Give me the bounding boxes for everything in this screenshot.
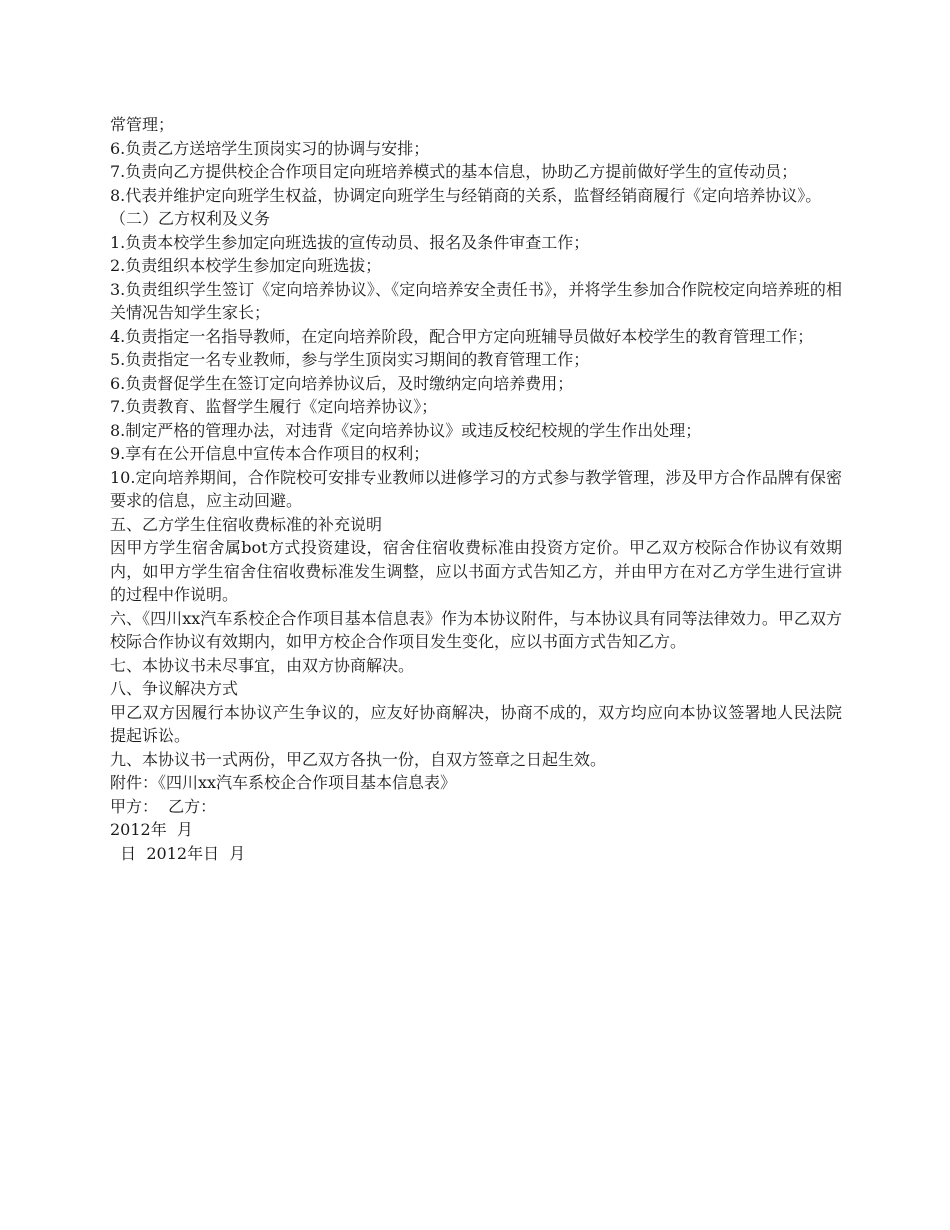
text-line: 因甲方学生宿舍属bot方式投资建设，宿舍住宿收费标准由投资方定价。甲乙双方校际合作协议有效期内，如甲方学生宿舍住宿收费标准发生调整，应以书面方式告知乙方，并由甲方在对乙方学生进行宣讲的过程中作说明。 [110, 538, 842, 604]
section-heading: 八、争议解决方式 [110, 679, 239, 698]
text-line: 9.享有在公开信息中宣传本合作项目的权利； [110, 444, 430, 463]
document-body [110, 113, 842, 865]
text-line: 8.代表并维护定向班学生权益，协调定向班学生与经销商的关系，监督经销商履行《定向培养协议》。 [110, 185, 822, 205]
text-line: 常管理； [110, 115, 175, 134]
signature-parties: 甲方： 乙方： [110, 796, 217, 816]
text-line: 8.制定严格的管理办法，对违背《定向培养协议》或违反校纪校规的学生作出处理； [110, 420, 702, 440]
text-line: 7.负责教育、监督学生履行《定向培养协议》； [110, 397, 438, 416]
text-line: 6.负责乙方送培学生顶岗实习的协调与安排； [110, 138, 430, 158]
signature-date: 2012年 月 [110, 820, 193, 839]
section-heading: 六、《四川xx汽车系校企合作项目基本信息表》作为本协议附件，与本协议具有同等法律效力。甲乙双方校际合作协议有效期内，如甲方校企合作项目发生变化，应以书面方式告知乙方。 [110, 608, 842, 651]
section-heading: （二）乙方权利及义务 [110, 209, 271, 228]
section-heading: 九、本协议书一式两份，甲乙双方各执一份，自双方签章之日起生效。 [110, 749, 607, 769]
signature-date: 日 2012年日 月 [110, 843, 246, 863]
attachment-line: 附件：《四川xx汽车系校企合作项目基本信息表》 [110, 773, 457, 792]
text-line: 4.负责指定一名指导教师，在定向培养阶段，配合甲方定向班辅导员做好本校学生的教育管理工作； [110, 326, 814, 346]
text-line: 5.负责指定一名专业教师，参与学生顶岗实习期间的教育管理工作； [110, 350, 590, 369]
text-line: 6.负责督促学生在签订定向培养协议后，及时缴纳定向培养费用； [110, 373, 574, 393]
text-line: 10.定向培养期间，合作院校可安排专业教师以进修学习的方式参与教学管理，涉及甲方合作品牌有保密要求的信息，应主动回避。 [110, 467, 842, 510]
text-line: 1.负责本校学生参加定向班选拔的宣传动员、报名及条件审查工作； [110, 232, 590, 252]
text-line: 3.负责组织学生签订《定向培养协议》、《定向培养安全责任书》，并将学生参加合作院校定向培养班的相关情况告知学生家长； [110, 279, 842, 322]
section-heading: 七、本协议书未尽事宜，由双方协商解决。 [110, 655, 415, 675]
text-line: 2.负责组织本校学生参加定向班选拔； [110, 256, 382, 275]
section-heading: 五、乙方学生住宿收费标准的补充说明 [110, 514, 383, 534]
text-line: 7.负责向乙方提供校企合作项目定向班培养模式的基本信息，协助乙方提前做好学生的宣传动员； [110, 162, 798, 181]
text-line: 甲乙双方因履行本协议产生争议的，应友好协商解决，协商不成的，双方均应向本协议签署地人民法院提起诉讼。 [110, 702, 842, 745]
